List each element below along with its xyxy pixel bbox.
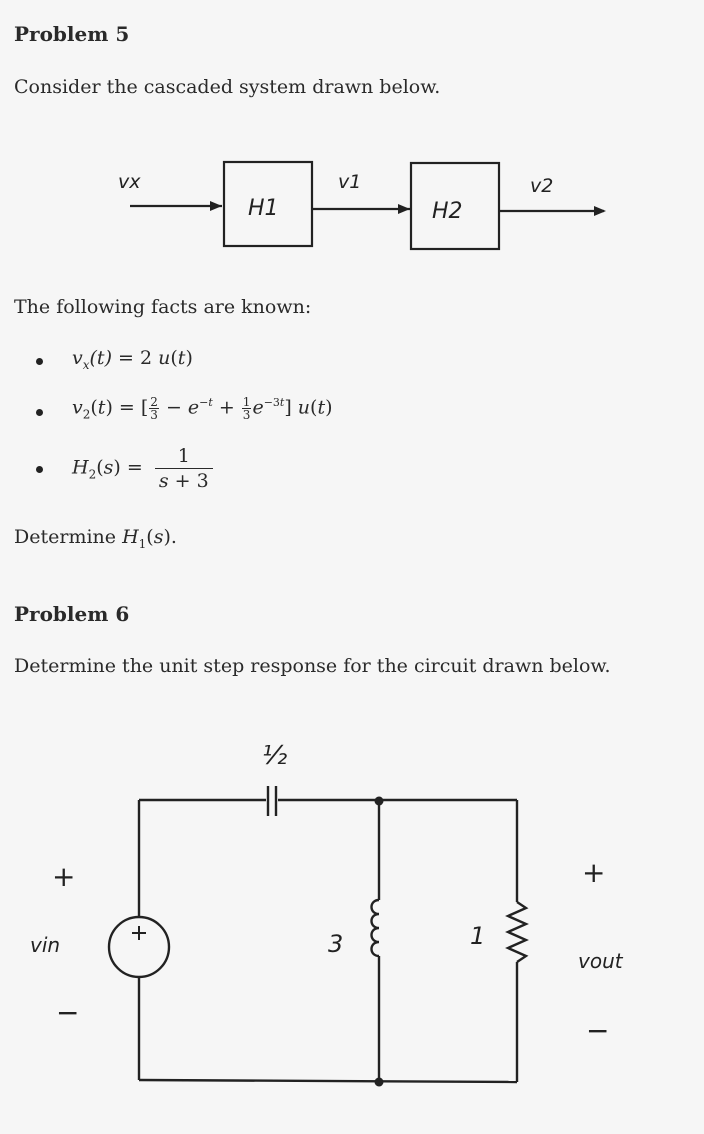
capacitor-label: ½ xyxy=(262,741,288,771)
mid-label: v1 xyxy=(338,171,362,193)
vout-plus: + xyxy=(582,856,606,889)
vin-label: vin xyxy=(30,933,61,957)
output-label: v2 xyxy=(530,175,554,197)
vout-label: vout xyxy=(578,949,623,973)
node-top xyxy=(375,797,384,806)
question-5: Determine $H_1(s)$. xyxy=(14,526,177,551)
inductor-label: 3 xyxy=(328,930,344,958)
inductor-coil xyxy=(372,900,380,956)
problem5-title: Problem 5 xyxy=(14,22,130,46)
block1-label: H1 xyxy=(248,196,279,221)
problem5-intro: Consider the cascaded system drawn below. xyxy=(14,76,441,98)
fact-1: $v_x(t) = 2$ u(t) xyxy=(72,347,193,372)
vin-plus: + xyxy=(52,860,76,893)
facts-intro: The following facts are known: xyxy=(14,296,312,318)
node-bottom xyxy=(375,1078,384,1087)
fact-3: $H_2(s)$ = $\frac{1}{s + 3}$ xyxy=(72,444,213,493)
resistor-zigzag xyxy=(508,902,526,962)
resistor-label: 1 xyxy=(470,922,486,950)
vout-minus: − xyxy=(586,1014,610,1047)
bottom-wire xyxy=(139,1080,517,1082)
block2-label: H2 xyxy=(432,199,463,224)
problem6-title: Problem 6 xyxy=(14,602,130,626)
fact-2: $v_2(t)$ = [ $\frac{2}{3}$ − $e^{-t}$ + $\frac{1}{3}$ $e^{-3t}$] u(t) xyxy=(72,395,333,422)
input-label: vx xyxy=(118,171,141,193)
problem6-intro: Determine the unit step response for the circuit drawn below. xyxy=(14,655,611,677)
vin-minus: − xyxy=(56,996,80,1029)
